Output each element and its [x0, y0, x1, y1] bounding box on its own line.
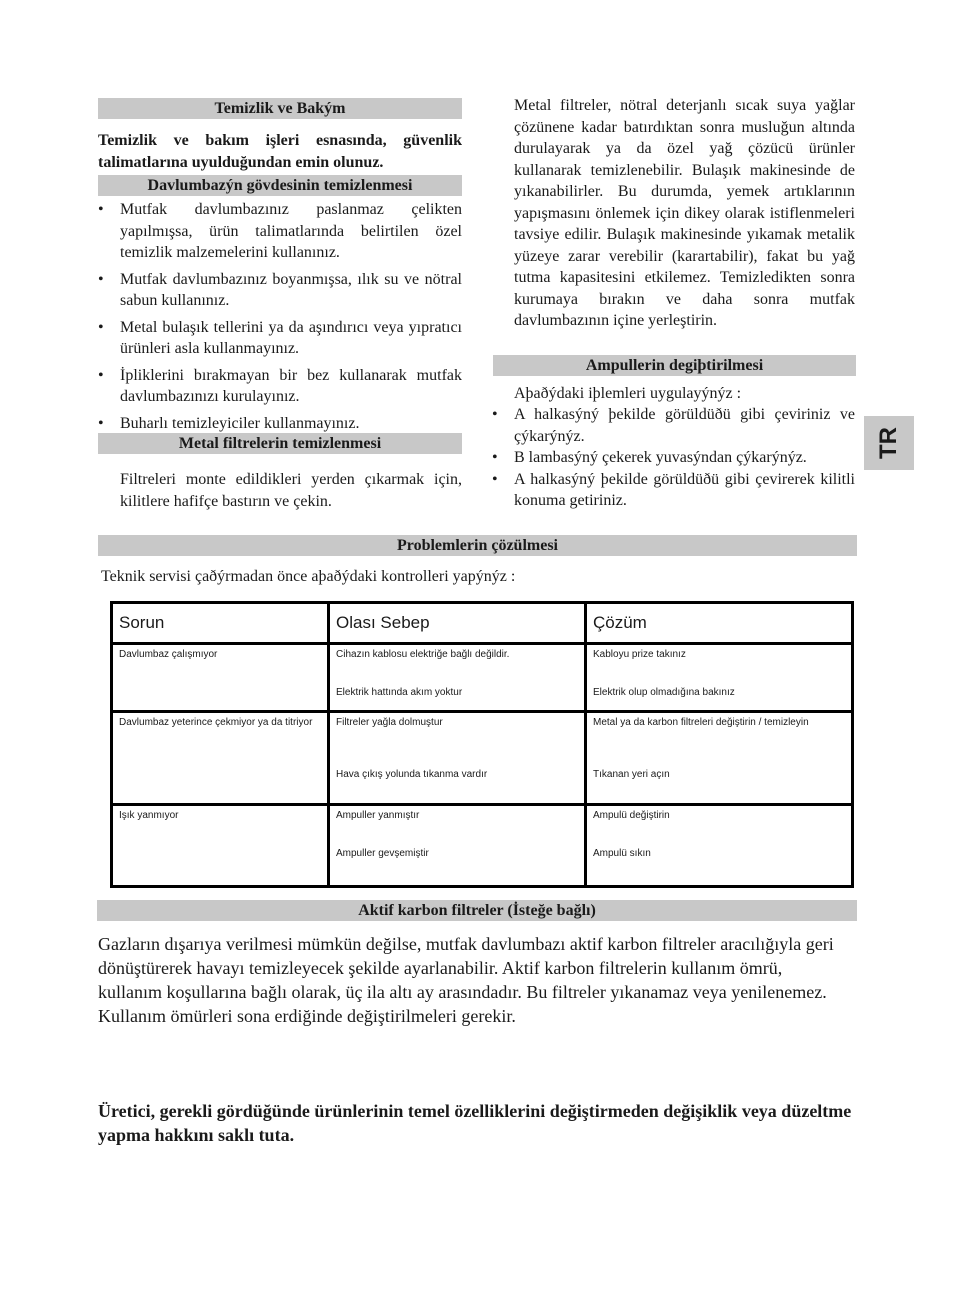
list-item-text: Buharlı temizleyiciler kullanmayınız. — [120, 414, 360, 432]
bullet-icon: • — [98, 270, 104, 288]
cause-text: Ampuller gevşemiştir — [336, 848, 429, 859]
list-item — [98, 413, 462, 435]
table-cell — [112, 805, 329, 887]
bulb-heading: Ampullerin degiþtirilmesi — [493, 355, 856, 376]
list-item — [98, 317, 462, 360]
list-item — [98, 365, 462, 408]
table-cell — [112, 712, 329, 805]
bullet-icon: • — [492, 470, 498, 488]
column-header-cause: Olası Sebep — [329, 603, 586, 644]
bullet-icon: • — [98, 414, 104, 432]
cause-text: Cihazın kablosu elektriğe bağlı değildir. — [336, 649, 510, 660]
table-cell — [586, 805, 853, 887]
hood-body-list — [98, 199, 462, 439]
problem-text: Davlumbaz yeterince çekmiyor ya da titriyor — [119, 717, 313, 728]
solution-text: Tıkanan yeri açın — [593, 769, 670, 780]
bullet-icon: • — [492, 449, 498, 466]
cause-text: Filtreler yağla dolmuştur — [336, 717, 443, 728]
problem-text: Işık yanmıyor — [119, 810, 179, 821]
carbon-filter-text: Gazların dışarıya verilmesi mümkün değilse, mutfak davlumbazı aktif karbon filtreler aracılığıyla geri dönüştürerek havayı temizleyecek şekilde ayarlanabilir. Aktif karbon filtrelerin kullanım ömrü, kullanım koşullarına bağlı olarak, üç ila altı ay arasındadır. Bu filtreler yıkanamaz veya yenilenemez. Kullanım ömürleri sona erdiğinde değiştirilmeleri gerekir. — [98, 934, 834, 1026]
bulb-intro: Aþaðýdaki iþlemleri uygulayýnýz : — [514, 385, 742, 402]
bullet-icon: • — [98, 366, 104, 384]
problems-intro: Teknik servisi çaðýrmadan önce aþaðýdaki kontrolleri yapýnýz : — [101, 568, 516, 585]
language-tab-label: TR — [875, 427, 902, 459]
list-item-text: Mutfak davlumbazınız paslanmaz çelikten yapılmışsa, ürün talimatlarında belirtilen özel temizlik malzemelerini kullanınız. — [120, 201, 462, 261]
list-item — [98, 199, 462, 264]
cause-text: Ampuller yanmıştır — [336, 810, 420, 821]
column-header-problem: Sorun — [112, 603, 329, 644]
solution-text: Kabloyu prize takınız — [593, 649, 686, 660]
table-row — [112, 644, 853, 712]
hood-body-heading: Davlumbazýn gövdesinin temizlenmesi — [98, 175, 462, 196]
problem-text: Davlumbaz çalışmıyor — [119, 649, 218, 660]
list-item — [492, 447, 855, 469]
table-cell — [329, 805, 586, 887]
solution-text: Metal ya da karbon filtreleri değiştirin / temizleyin — [593, 717, 809, 728]
table-cell — [329, 644, 586, 712]
solution-text: Ampulü değiştirin — [593, 810, 670, 821]
filter-wash-text: Metal filtreler, nötral deterjanlı sıcak suya yağlar çözünene kadar batırdıktan sonra musluğun altında durulayarak ya da özel yağ çözücü ürünler kullanarak temizlenebilir. Bulaşık makinesinde de yıkanabilirler. Bu durumda, yemek artıklarının yapışmasını önlemek için dikey olarak istiflenmeleri tavsiye edilir. Bulaşık makinesinde yıkamak metalik yüzeye zarar verebilir (karartabilir), fakat bu yağ tutma kapasitesini etkilemez. Temizledikten sonra kurumaya bırakın ve daha sonra mutfak davlumbazının içine yerleştirin. — [514, 97, 855, 329]
cleaning-heading: Temizlik ve Bakým — [98, 98, 462, 119]
table-cell — [586, 712, 853, 805]
cause-text: Elektrik hattında akım yoktur — [336, 687, 463, 698]
metal-filter-heading: Metal filtrelerin temizlenmesi — [98, 433, 462, 454]
list-item — [492, 404, 855, 447]
solution-text: Ampulü sıkın — [593, 848, 651, 859]
metal-filter-text: Filtreleri monte edildikleri yerden çıkarmak için, kilitlere hafifçe bastırın ve çekin. — [120, 471, 462, 510]
table-row — [112, 805, 853, 887]
solution-text: Elektrik olup olmadığına bakınız — [593, 687, 735, 698]
bullet-icon: • — [98, 318, 104, 336]
list-item — [98, 269, 462, 312]
cause-text: Hava çıkış yolunda tıkanma vardır — [336, 769, 488, 780]
list-item — [492, 469, 855, 512]
bullet-icon: • — [492, 406, 498, 423]
table-cell — [112, 644, 329, 712]
list-item-text: İpliklerini bırakmayan bir bez kullanarak mutfak davlumbazınızı kurulayınız. — [120, 366, 462, 405]
cleaning-intro: Temizlik ve bakım işleri esnasında, güvenlik talimatlarına uyulduğundan emin olunuz. — [98, 132, 462, 171]
list-item-text: A halkasýný þekilde görüldüðü gibi çeviriniz ve çýkarýnýz. — [514, 406, 855, 445]
list-item-text: A halkasýný þekilde görüldüðü gibi çevirerek kilitli konuma getiriniz. — [514, 470, 855, 509]
language-tab — [864, 416, 914, 470]
bullet-icon: • — [98, 201, 104, 218]
manufacturer-note: Üretici, gerekli gördüğünde ürünlerinin temel özelliklerini değiştirmeden değişiklik veya düzeltme yapma hakkını saklı tuta. — [98, 1101, 852, 1145]
column-header-solution: Çözüm — [586, 603, 853, 644]
troubleshooting-table — [110, 601, 854, 888]
problems-heading: Problemlerin çözülmesi — [98, 535, 857, 556]
list-item-text: Mutfak davlumbazınız boyanmışsa, ılık su ve nötral sabun kullanınız. — [120, 270, 462, 309]
table-header-row — [112, 603, 853, 644]
table-cell — [586, 644, 853, 712]
list-item-text: B lambasýný çekerek yuvasýndan çýkarýnýz. — [514, 449, 807, 466]
bulb-list — [492, 404, 855, 512]
list-item-text: Metal bulaşık tellerini ya da aşındırıcı veya yıpratıcı ürünleri asla kullanmayınız. — [120, 318, 462, 357]
table-cell — [329, 712, 586, 805]
carbon-filter-heading: Aktif karbon filtreler (İsteğe bağlı) — [97, 900, 857, 921]
table-row — [112, 712, 853, 805]
